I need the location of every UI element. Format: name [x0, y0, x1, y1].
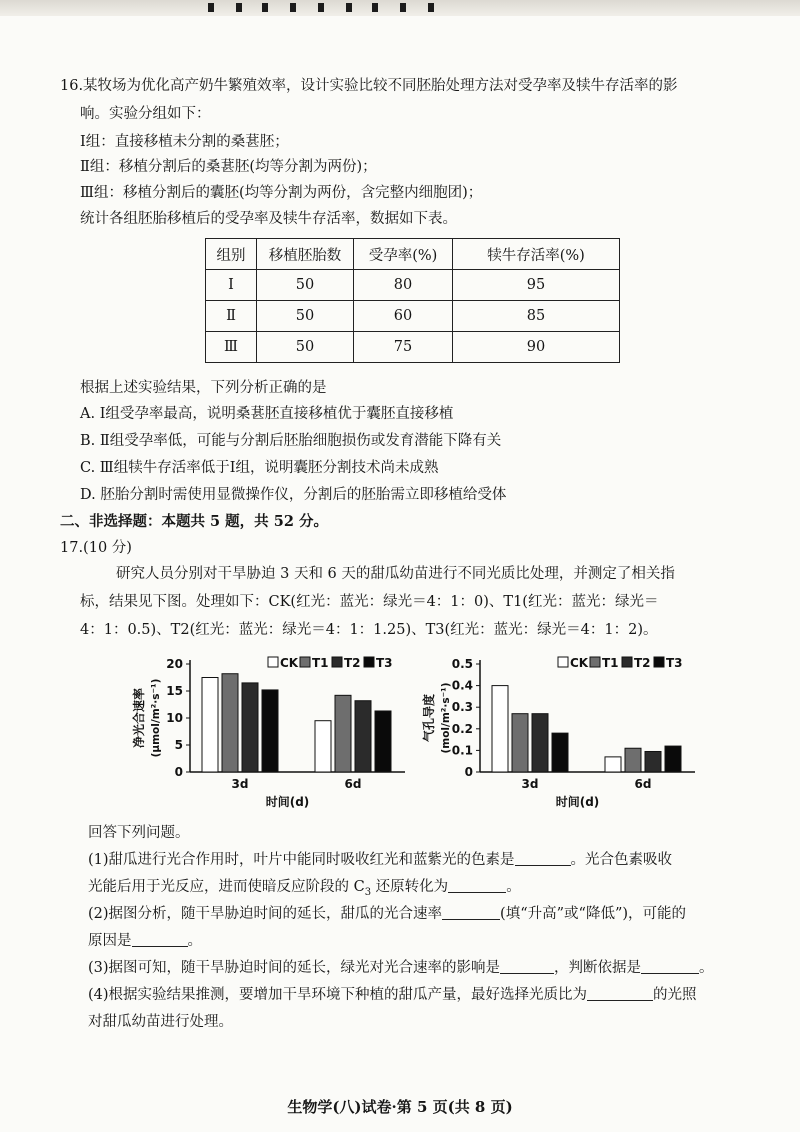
y-tick-label: 20 — [166, 657, 183, 671]
q16-table-intro: 统计各组胚胎移植后的受孕率及犊牛存活率，数据如下表。 — [80, 211, 457, 227]
table-header-cell: 组别 — [206, 239, 257, 270]
q17-part1-text-b: 。光合色素吸收 — [570, 852, 673, 868]
y-axis-unit: (μmol/m²·s⁻¹) — [150, 678, 162, 758]
y-tick-label: 0 — [464, 765, 473, 779]
bar-t3 — [552, 733, 568, 772]
table-cell: 75 — [354, 332, 453, 363]
q17-part1-text-d: 还原转化为 — [371, 879, 449, 895]
q16-stem-line1: 16.某牧场为优化高产奶牛繁殖效率，设计实验比较不同胚胎处理方法对受孕率及犊牛存活率的影 — [60, 78, 678, 94]
x-axis-label: 时间(d) — [265, 795, 310, 809]
q17-intro-line3: 4：1：0.5)、T2(红光：蓝光：绿光＝4：1：1.25)、T3(红光：蓝光：绿光＝4：1：2)。 — [80, 622, 658, 638]
y-tick-label: 0.3 — [451, 700, 473, 715]
x-tick-label: 3d — [231, 777, 249, 791]
top-stripe — [290, 3, 296, 12]
q17-part4-text-a: (4)根据实验结果推测，要增加干旱环境下种植的甜瓜产量，最好选择光质比为 — [88, 987, 588, 1003]
q17-intro-line2: 标，结果见下图。处理如下：CK(红光：蓝光：绿光＝4：1：0)、T1(红光：蓝光：绿光＝ — [80, 594, 659, 610]
page-top-edge — [0, 0, 800, 16]
y-axis-label: 净光合速率 — [132, 687, 146, 749]
legend-swatch — [622, 657, 632, 667]
q16-data-table — [205, 238, 620, 363]
q17-part2-text-b: (填“升高”或“降低”)，可能的 — [500, 906, 687, 922]
bar-t1 — [625, 748, 641, 772]
bar-t2 — [242, 683, 258, 772]
q17-part4-line1 — [88, 985, 697, 1005]
q16-group2: Ⅱ组：移植分割后的桑葚胚(均等分割为两份)； — [80, 159, 377, 175]
q16-question: 根据上述实验结果，下列分析正确的是 — [80, 380, 327, 396]
q16-option-a: A. Ⅰ组受孕率最高，说明桑葚胚直接移植优于囊胚直接移植 — [80, 406, 454, 422]
bar-t2 — [355, 701, 371, 772]
answer-blank[interactable] — [132, 931, 188, 947]
table-header-row — [206, 239, 620, 270]
q16-option-c: C. Ⅲ组犊牛存活率低于Ⅰ组，说明囊胚分割技术尚未成熟 — [80, 460, 439, 476]
q17-part2-line2 — [88, 931, 202, 951]
q17-part2-line1 — [88, 904, 686, 924]
y-tick-label: 0.1 — [451, 743, 473, 758]
q17-number: 17.(10 分) — [60, 540, 132, 556]
page-footer: 生物学(八)试卷·第 5 页(共 8 页) — [287, 1098, 513, 1116]
q16-option-d: D. 胚胎分割时需使用显微操作仪，分割后的胚胎需立即移植给受体 — [80, 487, 507, 503]
top-stripe — [346, 3, 352, 12]
legend-label: T2 — [344, 656, 361, 670]
q17-part1-text-a: (1)甜瓜进行光合作用时，叶片中能同时吸收红光和蓝紫光的色素是 — [88, 852, 515, 868]
table-header-cell: 犊牛存活率(%) — [453, 239, 620, 270]
q17-part4-line2: 对甜瓜幼苗进行处理。 — [88, 1014, 233, 1030]
q17-part1-text-e: 。 — [506, 879, 521, 895]
legend-label: T2 — [634, 656, 651, 670]
bar-ck — [492, 686, 508, 772]
y-tick-label: 15 — [166, 684, 183, 698]
top-stripe — [236, 3, 242, 12]
bar-t2 — [532, 714, 548, 772]
x-axis-label: 时间(d) — [555, 795, 600, 809]
answer-blank[interactable] — [515, 850, 571, 866]
top-stripe — [400, 3, 406, 12]
top-stripe — [262, 3, 268, 12]
legend-swatch — [558, 657, 568, 667]
answer-blank[interactable] — [500, 958, 554, 974]
table-cell: 50 — [257, 301, 354, 332]
q17-part2-text-c: 原因是 — [88, 933, 132, 949]
answer-blank[interactable] — [587, 985, 653, 1001]
q16-group1: Ⅰ组：直接移植未分割的桑葚胚； — [80, 134, 289, 150]
q17-part1-line1 — [88, 850, 672, 870]
legend-label: CK — [280, 656, 299, 670]
legend-label: T3 — [666, 656, 683, 670]
table-header-cell: 移植胚胎数 — [257, 239, 354, 270]
q17-part1-subscript: 3 — [364, 886, 372, 898]
bar-t1 — [335, 695, 351, 772]
table-cell: 90 — [453, 332, 620, 363]
q17-part3-text-b: ，判断依据是 — [554, 960, 642, 976]
y-tick-label: 0.5 — [451, 657, 473, 671]
y-tick-label: 10 — [166, 711, 183, 725]
legend-label: CK — [570, 656, 589, 670]
answer-blank[interactable] — [442, 904, 500, 920]
top-stripe — [208, 3, 214, 12]
legend-swatch — [364, 657, 374, 667]
answer-blank[interactable] — [641, 958, 699, 974]
bar-t1 — [222, 674, 238, 772]
legend-label: T1 — [602, 656, 619, 670]
table-cell: Ⅱ — [206, 301, 257, 332]
table-cell: Ⅰ — [206, 270, 257, 301]
x-tick-label: 6d — [634, 777, 652, 791]
legend-label: T3 — [376, 656, 393, 670]
bar-ck — [315, 721, 331, 772]
q17-part4-text-b: 的光照 — [653, 987, 697, 1003]
table-cell: 80 — [354, 270, 453, 301]
x-tick-label: 6d — [344, 777, 362, 791]
table-cell: 95 — [453, 270, 620, 301]
table-cell: 60 — [354, 301, 453, 332]
q17-part1-line2 — [88, 877, 521, 903]
table-cell: 50 — [257, 332, 354, 363]
top-stripe — [428, 3, 434, 12]
table-row — [206, 332, 620, 363]
section-heading: 二、非选择题：本题共 5 题，共 52 分。 — [60, 513, 328, 530]
legend-swatch — [590, 657, 600, 667]
bar-ck — [202, 678, 218, 773]
table-cell: Ⅲ — [206, 332, 257, 363]
q16-option-b: B. Ⅱ组受孕率低，可能与分割后胚胎细胞损伤或发育潜能下降有关 — [80, 433, 502, 449]
q17-part2-text-a: (2)据图分析，随干旱胁迫时间的延长，甜瓜的光合速率 — [88, 906, 443, 922]
legend-swatch — [268, 657, 278, 667]
y-tick-label: 5 — [174, 738, 183, 752]
y-tick-label: 0 — [174, 765, 183, 779]
bar-t1 — [512, 714, 528, 772]
q16-group3: Ⅲ组：移植分割后的囊胚(均等分割为两份，含完整内细胞团)； — [80, 185, 483, 201]
bar-t3 — [665, 746, 681, 772]
q17-part3-text-c: 。 — [699, 960, 714, 976]
bar-t2 — [645, 751, 661, 772]
q17-part3 — [88, 958, 714, 978]
table-cell: 85 — [453, 301, 620, 332]
q17-part1-text-c: 光能后用于光反应，进而使暗反应阶段的 C — [88, 879, 365, 895]
photosynthesis-rate-chart — [125, 645, 420, 815]
y-axis-label: 气孔导度 — [422, 693, 436, 743]
top-stripe — [372, 3, 378, 12]
y-tick-label: 0.4 — [451, 678, 473, 693]
answer-intro: 回答下列问题。 — [88, 825, 190, 841]
table-header-cell: 受孕率(%) — [354, 239, 453, 270]
stomatal-conductance-chart — [415, 645, 710, 815]
legend-label: T1 — [312, 656, 329, 670]
q17-part2-text-d: 。 — [187, 933, 202, 949]
legend-swatch — [300, 657, 310, 667]
bar-t3 — [375, 711, 391, 772]
table-row — [206, 301, 620, 332]
bar-t3 — [262, 690, 278, 772]
y-tick-label: 0.2 — [451, 721, 473, 736]
top-stripe — [318, 3, 324, 12]
legend-swatch — [654, 657, 664, 667]
y-axis-unit: (mol/m²·s⁻¹) — [440, 682, 452, 754]
answer-blank[interactable] — [448, 877, 506, 893]
table-cell: 50 — [257, 270, 354, 301]
q17-part3-text-a: (3)据图可知，随干旱胁迫时间的延长，绿光对光合速率的影响是 — [88, 960, 501, 976]
x-tick-label: 3d — [521, 777, 539, 791]
legend-swatch — [332, 657, 342, 667]
q17-intro-line1: 研究人员分别对干旱胁迫 3 天和 6 天的甜瓜幼苗进行不同光质比处理，并测定了相关指 — [116, 566, 675, 582]
q16-stem-line2: 响。实验分组如下： — [80, 106, 211, 122]
bar-ck — [605, 757, 621, 772]
table-row — [206, 270, 620, 301]
